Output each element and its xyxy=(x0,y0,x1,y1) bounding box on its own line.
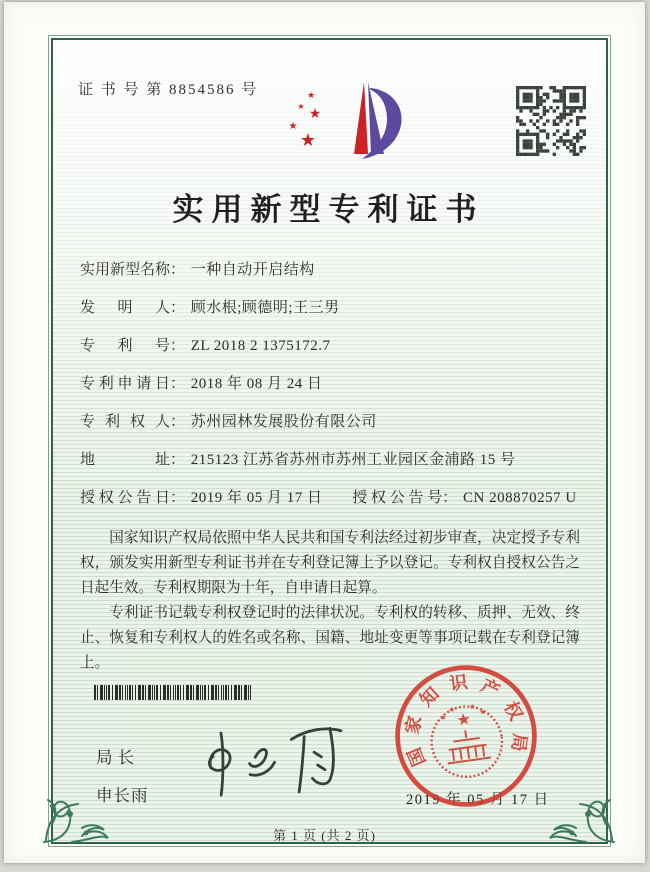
certificate-paper xyxy=(4,2,645,863)
logo-star-icon: ★ xyxy=(297,102,305,111)
field-patentee: 专利权人： 苏州园林发展股份有限公司 xyxy=(80,410,580,448)
emblem-star-icon: ★ xyxy=(478,707,487,717)
field-address: 地址： 215123 江苏省苏州市苏州工业园区金浦路 15 号 xyxy=(80,448,580,486)
field-list xyxy=(80,258,580,524)
svg-text:国: 国 xyxy=(404,744,430,770)
field-value: ZL 2018 2 1375172.7 xyxy=(190,338,331,354)
logo-star-icon: ★ xyxy=(288,121,298,132)
logo-star-icon: ★ xyxy=(306,90,316,100)
field-value: 苏州园林发展股份有限公司 xyxy=(190,414,377,430)
field-grant-number: 授权公告号： CN 208870257 U xyxy=(352,490,576,506)
legal-paragraph: 专利证书记载专利权登记时的法律状况。专利权的转移、质押、无效、终止、恢复和专利权人的姓名或名称、国籍、地址变更等事项记载在专利登记簿上。 xyxy=(80,605,580,671)
certificate-number: 证 书 号 第 8854586 号 xyxy=(78,82,259,98)
seal-date: 2019 年 05 月 17 日 xyxy=(406,792,550,808)
logo-star-icon: ★ xyxy=(299,130,317,150)
field-label: 实用新型名称 xyxy=(80,262,171,278)
legal-paragraph: 国家知识产权局依照中华人民共和国专利法经过初步审查，决定授予专利权，颁发实用新型专利证书并在专利登记簿上予以登记。专利权自授权公告之日起生效。专利权期限为十年，自申请日起算。 xyxy=(80,530,580,596)
field-label: 专利权人 xyxy=(80,414,170,430)
logo-star-icon: ★ xyxy=(308,107,322,122)
emblem-star-icon: ★ xyxy=(455,710,473,730)
corner-ornament-icon xyxy=(38,754,130,846)
emblem-star-icon: ★ xyxy=(447,704,456,715)
barcode xyxy=(94,685,254,700)
field-utility-model-name: 实用新型名称： 一种自动开启结构 xyxy=(80,258,580,296)
svg-text:家: 家 xyxy=(402,713,426,736)
field-value: 215123 江苏省苏州市苏州工业园区金浦路 15 号 xyxy=(190,452,516,468)
emblem-gate-icon xyxy=(444,727,492,763)
commissioner-name: 申长雨 xyxy=(96,786,149,805)
field-label: 地址 xyxy=(80,452,170,468)
field-patent-number: 专利号： ZL 2018 2 1375172.7 xyxy=(80,334,580,372)
field-label: 授权公告号 xyxy=(352,490,443,506)
svg-text:权: 权 xyxy=(500,698,527,724)
field-label: 发明人 xyxy=(80,300,170,316)
page-footer: 第 1 页 (共 2 页) xyxy=(273,828,376,843)
field-label: 专利申请日 xyxy=(80,376,170,392)
certificate-title: 实用新型专利证书 xyxy=(172,192,485,227)
cnipa-logo-icon xyxy=(276,76,406,176)
field-filing-date: 专利申请日： 2018 年 08 月 24 日 xyxy=(80,372,580,410)
field-value: 2019 年 05 月 17 日 xyxy=(190,490,323,506)
field-value: 顾水根;顾德明;王三男 xyxy=(190,300,340,316)
svg-text:知: 知 xyxy=(416,683,443,711)
field-grant-date-and-number: 授权公告日： 2019 年 05 月 17 日 授权公告号： CN 208870257 U xyxy=(80,486,580,524)
signature-icon xyxy=(190,697,370,806)
svg-text:局: 局 xyxy=(508,732,531,753)
field-value: 2018 年 08 月 24 日 xyxy=(190,376,323,392)
field-label: 授权公告日 xyxy=(80,490,170,506)
field-label: 专利号 xyxy=(80,338,170,354)
field-value: CN 208870257 U xyxy=(463,490,577,506)
field-value: 一种自动开启结构 xyxy=(190,262,315,278)
field-inventors: 发明人： 顾水根;顾德明;王三男 xyxy=(80,296,580,334)
emblem-star-icon: ★ xyxy=(468,701,477,712)
qr-code xyxy=(516,86,586,156)
official-seal xyxy=(380,650,552,822)
svg-text:识: 识 xyxy=(448,671,469,695)
emblem-star-icon: ★ xyxy=(439,712,448,723)
commissioner-title: 局长 xyxy=(96,748,139,767)
svg-text:产: 产 xyxy=(477,675,503,702)
